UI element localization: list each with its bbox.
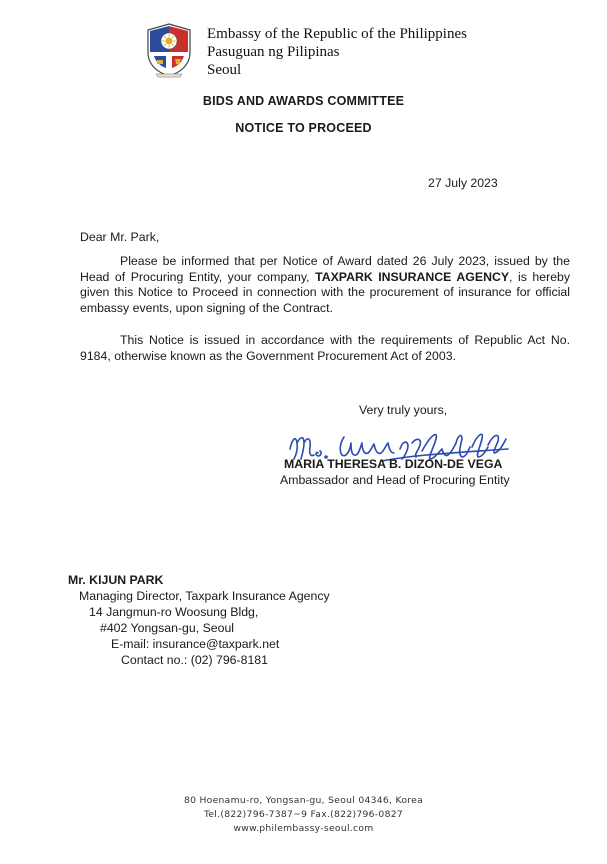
signatory-title: Ambassador and Head of Procuring Entity — [280, 473, 510, 487]
footer-phone-fax: Tel.(822)796-7387~9 Fax.(822)796-0827 — [203, 809, 404, 820]
recipient-address-line2: #402 Yongsan-gu, Seoul — [100, 621, 235, 635]
notice-heading: NOTICE TO PROCEED — [235, 121, 372, 135]
paragraph-notice-rest: , is hereby given this Notice to Proceed in connection with the procurement of insurance for official embassy events, upon signing of the Contract. — [80, 269, 571, 315]
signatory-name: MARIA THERESA B. DIZON-DE VEGA — [284, 457, 503, 471]
committee-heading: BIDS AND AWARDS COMMITTEE — [202, 94, 405, 108]
paragraph-legal-basis: This Notice is issued in accordance with the requirements of Republic Act No. 9184, otherwise known as the Government Procurement Act of 2003. — [80, 333, 570, 363]
recipient-name: Mr. KIJUN PARK — [68, 573, 164, 587]
company-name: TAXPARK INSURANCE AGENCY — [315, 269, 510, 284]
letterhead-embassy: Embassy of the Republic of the Philippines — [207, 26, 467, 42]
paragraph-notice-lead: Please be informed that per Notice of Award dated 26 July 2023, issued by the Head of Procuring Entity, your company, — [80, 254, 570, 284]
salutation: Dear Mr. Park, — [80, 230, 160, 244]
recipient-email: E-mail: insurance@taxpark.net — [111, 637, 280, 651]
paragraph-notice — [80, 254, 570, 316]
letter-date: 27 July 2023 — [428, 176, 498, 190]
recipient-position: Managing Director, Taxpark Insurance Agency — [79, 589, 330, 603]
philippine-seal-logo — [144, 22, 194, 78]
recipient-address-line1: 14 Jangmun-ro Woosung Bldg, — [89, 605, 259, 619]
letterhead-city: Seoul — [207, 62, 242, 78]
footer-address: 80 Hoenamu-ro, Yongsan-gu, Seoul 04346, Korea — [183, 795, 424, 806]
footer-website: www.philembassy-seoul.com — [233, 823, 374, 834]
letterhead-filipino: Pasuguan ng Pilipinas — [207, 44, 340, 60]
recipient-contact: Contact no.: (02) 796-8181 — [121, 653, 268, 667]
closing: Very truly yours, — [359, 403, 448, 417]
